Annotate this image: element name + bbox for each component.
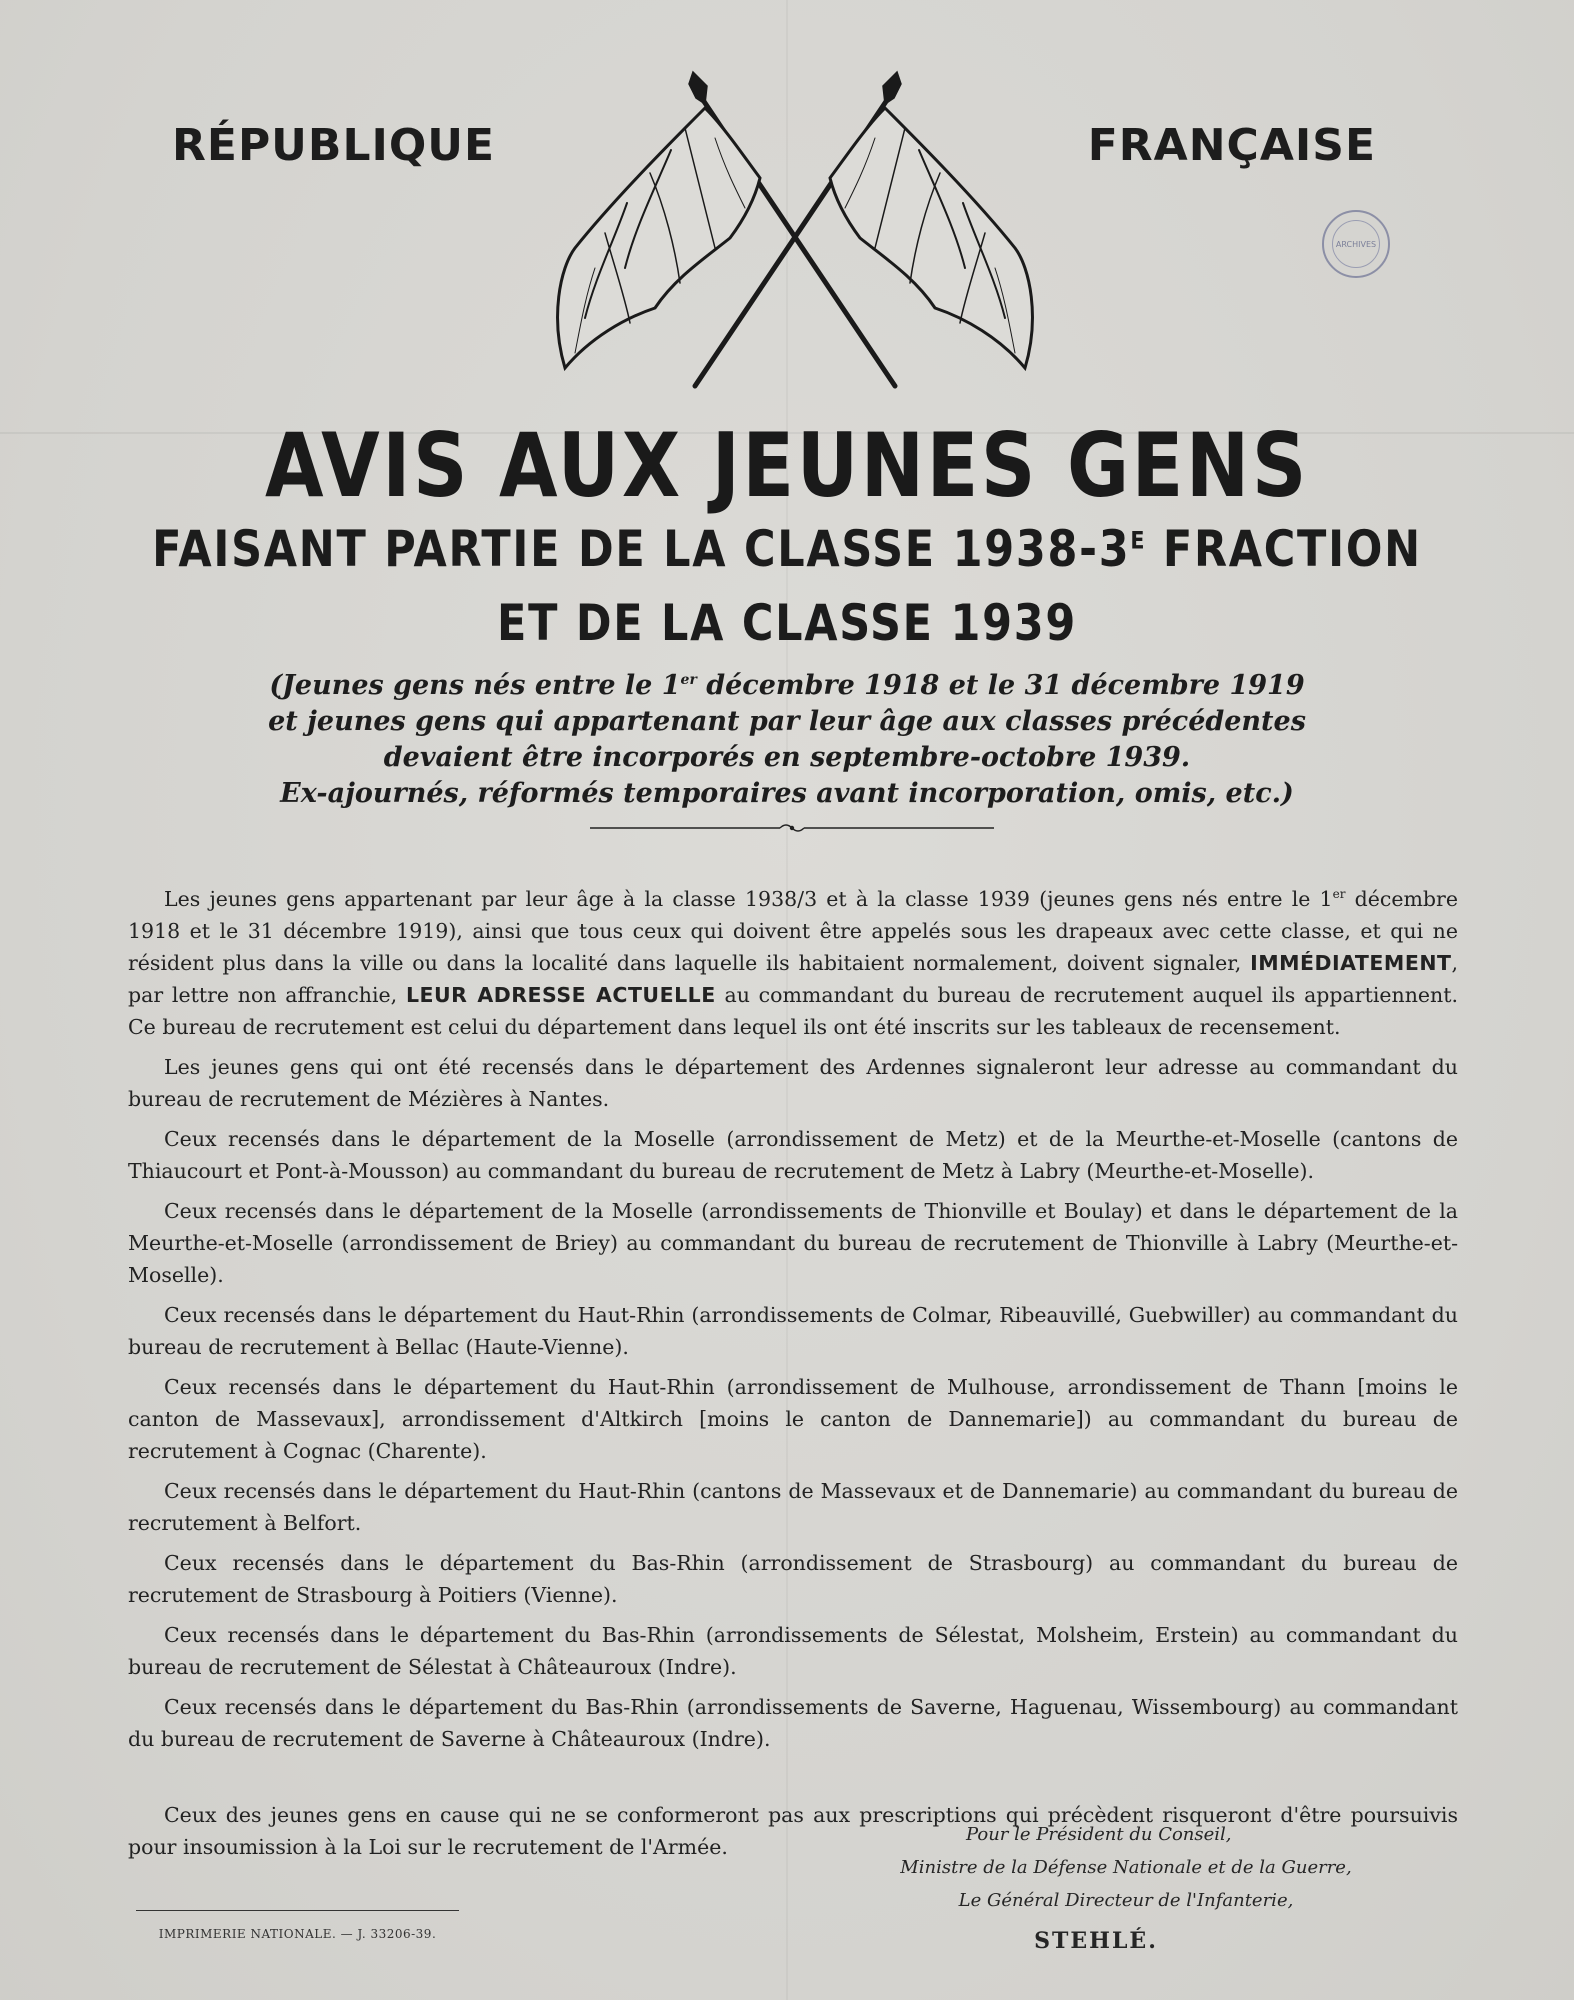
archive-stamp-icon	[1322, 210, 1390, 278]
paragraph-5: Ceux recensés dans le département du Haut-Rhin (arrondissements de Colmar, Ribeauvillé, Guebwiller) au commandant du bureau de recrutement à Bellac (Haute-Vienne).	[128, 1302, 1458, 1359]
paragraph-8: Ceux recensés dans le département du Bas-Rhin (arrondissement de Strasbourg) au commandant du bureau de recrutement de Strasbourg à Poitiers (Vienne).	[128, 1550, 1458, 1607]
title-line-3: ET DE LA CLASSE 1939	[496, 594, 1078, 652]
paragraph-1-sup: er	[1332, 887, 1346, 901]
emphasis-immediatement: IMMÉDIATEMENT	[1250, 950, 1452, 975]
signatory-name: STEHLÉ.	[1034, 1928, 1158, 1954]
subtitle-line-1-sup: er	[680, 672, 697, 688]
stamp-text: ARCHIVES	[1335, 239, 1377, 249]
crossed-flags-icon	[555, 68, 1035, 398]
main-title: AVIS AUX JEUNES GENS	[265, 414, 1309, 517]
signature-line-1: Pour le Président du Conseil,	[966, 1824, 1232, 1845]
subtitle-line-4: Ex-ajournés, réformés temporaires avant incorporation, omis, etc.)	[280, 778, 1294, 809]
subtitle-line-2: et jeunes gens qui appartenant par leur âge aux classes précédentes	[268, 706, 1306, 737]
title-line-2-suffix: FRACTION	[1146, 520, 1422, 578]
subtitle-line-3: devaient être incorporés en septembre-octobre 1939.	[383, 742, 1191, 773]
paragraph-1-a: Les jeunes gens appartenant par leur âge à la classe 1938/3 et à la classe 1939 (jeunes gens nés entre le 1	[164, 886, 1333, 911]
paragraph-6: Ceux recensés dans le département du Haut-Rhin (arrondissement de Mulhouse, arrondissement de Thann [moins le canton de Massevaux], arrondissement d'Altkirch [moins le canton de Dannemarie]) au commandant du bureau de recrutement à Cognac (Charente).	[128, 1374, 1458, 1463]
signature-block	[846, 1818, 1406, 1958]
subtitle-block	[160, 662, 1414, 812]
title-line-2	[110, 520, 1464, 578]
paragraph-3: Ceux recensés dans le département de la Moselle (arrondissement de Metz) et de la Meurthe-et-Moselle (cantons de Thiaucourt et Pont-à-Mousson) au commandant du bureau de recrutement de Metz à Labry (Meurthe-et-Moselle).	[128, 1126, 1458, 1183]
subtitle-line-1-a: (Jeunes gens nés entre le 1	[269, 670, 681, 701]
subtitle-line-1-b: décembre 1918 et le 31 décembre 1919	[696, 670, 1305, 701]
subtitle-line-1	[160, 662, 1414, 704]
signature-line-2: Ministre de la Défense Nationale et de la Guerre,	[900, 1857, 1352, 1878]
printer-imprint: IMPRIMERIE NATIONALE. — J. 33206-39.	[136, 1910, 459, 1941]
paragraph-9: Ceux recensés dans le département du Bas-Rhin (arrondissements de Sélestat, Molsheim, Erstein) au commandant du bureau de recrutement de Sélestat à Châteauroux (Indre).	[128, 1622, 1458, 1679]
paragraph-11: Ceux des jeunes gens en cause qui ne se conformeront pas aux prescriptions qui précèdent risqueront d'être poursuivis pour insoumission à la Loi sur le recrutement de l'Armée.	[128, 1802, 1458, 1859]
signature-line-3: Le Général Directeur de l'Infanterie,	[958, 1890, 1294, 1911]
title-line-2-prefix: FAISANT PARTIE DE LA CLASSE 1938-3	[152, 520, 1131, 578]
ornamental-divider	[590, 820, 994, 836]
paragraph-2: Les jeunes gens qui ont été recensés dans le département des Ardennes signaleront leur adresse au commandant du bureau de recrutement de Mézières à Nantes.	[128, 1054, 1458, 1111]
paragraph-1-b: décembre 1918 et le 31 décembre 1919), ainsi que tous ceux qui doivent être appelés sous les drapeaux avec cette classe, et qui ne résident plus dans la ville ou dans la localité dans laquelle ils habitaient normalement, doivent signaler,	[128, 886, 1458, 975]
header-republique: RÉPUBLIQUE	[172, 120, 496, 171]
paragraph-1-d: au commandant du bureau de recrutement auquel ils appartiennent. Ce bureau de recrutement est celui du département dans lequel ils ont été inscrits sur les tableaux de recensement.	[128, 982, 1458, 1039]
title-line-2-sup: E	[1130, 526, 1147, 555]
paragraph-10: Ceux recensés dans le département du Bas-Rhin (arrondissements de Saverne, Haguenau, Wissembourg) au commandant du bureau de recrutement de Saverne à Châteauroux (Indre).	[128, 1694, 1458, 1751]
paragraph-7: Ceux recensés dans le département du Haut-Rhin (cantons de Massevaux et de Dannemarie) au commandant du bureau de recrutement à Belfort.	[128, 1478, 1458, 1535]
paragraph-1-c: , par lettre non affranchie,	[128, 950, 1458, 1007]
paragraph-1	[128, 878, 1458, 1043]
paragraph-4: Ceux recensés dans le département de la Moselle (arrondissements de Thionville et Boulay) et dans le département de la Meurthe-et-Moselle (arrondissement de Briey) au commandant du bureau de recrutement de Thionville à Labry (Meurthe-et-Moselle).	[128, 1198, 1458, 1287]
header-francaise: FRANÇAISE	[1087, 120, 1376, 171]
emphasis-adresse-actuelle: LEUR ADRESSE ACTUELLE	[405, 982, 716, 1007]
notice-body	[128, 878, 1458, 1871]
